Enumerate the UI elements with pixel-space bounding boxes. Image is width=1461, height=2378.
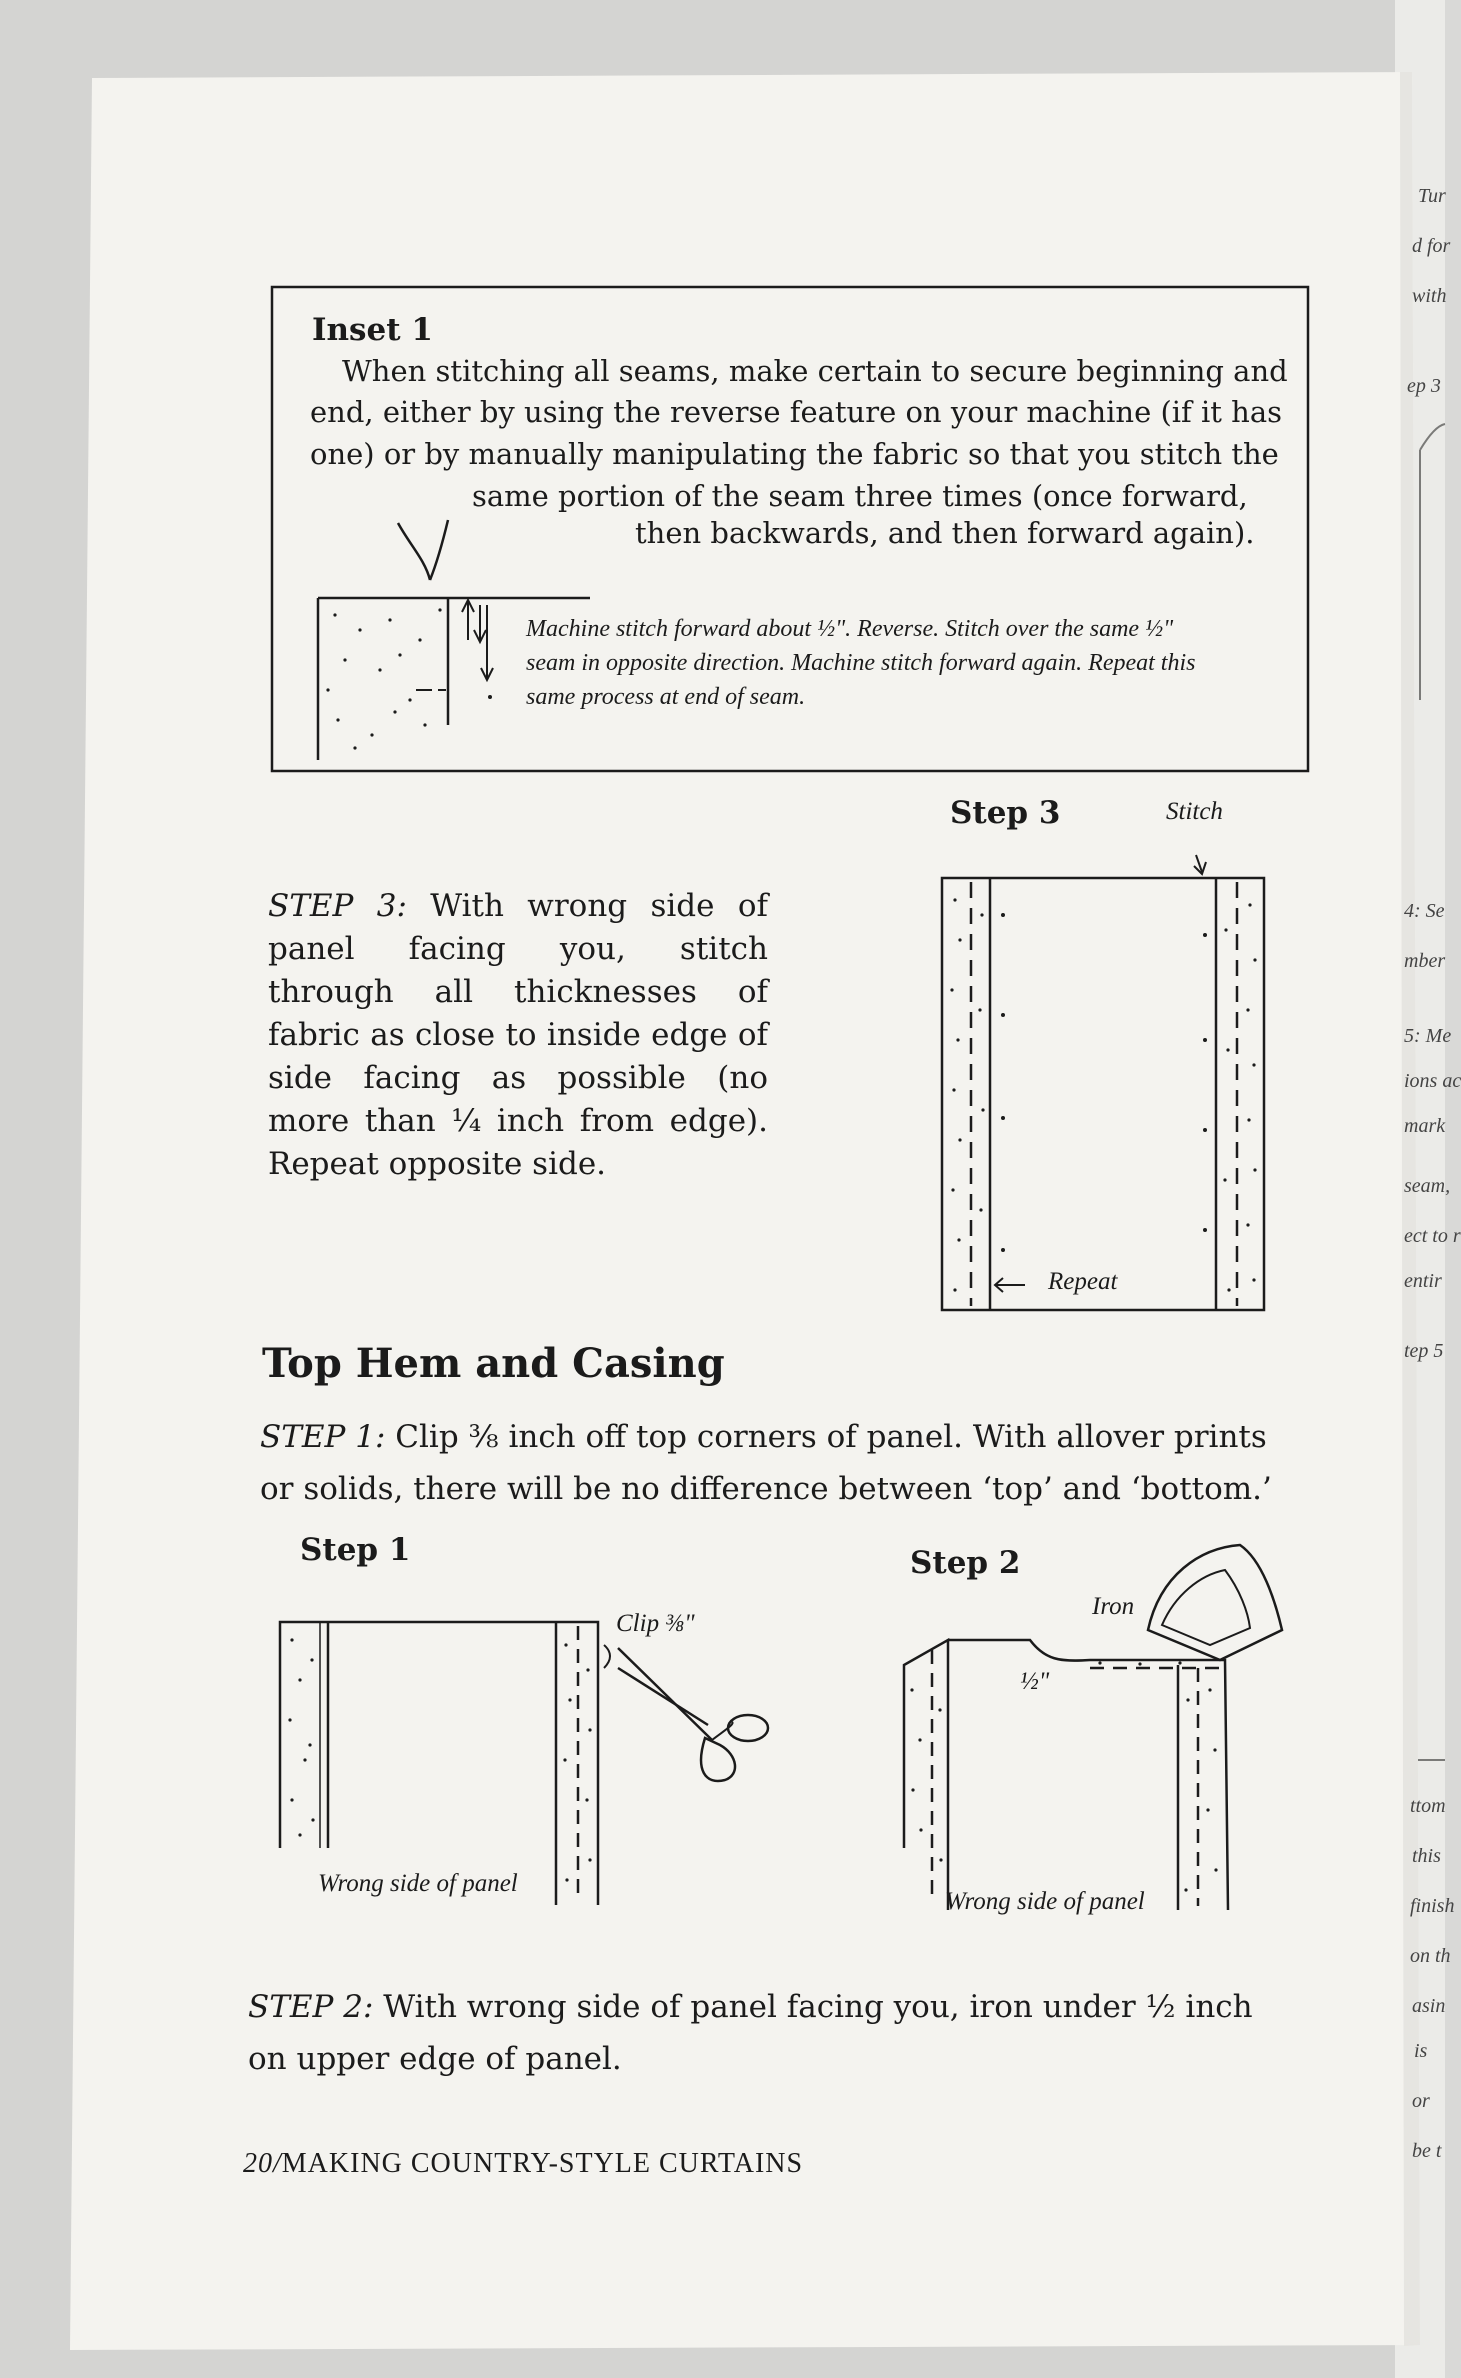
adjacent-fragment-21: be t bbox=[1412, 2140, 1442, 2162]
inset-title: Inset 1 bbox=[312, 312, 433, 348]
page-footer bbox=[243, 2148, 803, 2180]
step1-caption: Wrong side of panel bbox=[318, 1870, 518, 1897]
step2-figure-title: Step 2 bbox=[910, 1545, 1021, 1581]
adjacent-fragment-9: mark bbox=[1404, 1115, 1446, 1137]
step1-label: STEP 1: bbox=[260, 1419, 386, 1455]
adjacent-fragment-19: is bbox=[1414, 2040, 1428, 2062]
adjacent-fragment-1: Tur bbox=[1418, 185, 1446, 207]
inset-line-3: one) or by manually manipulating the fabric so that you stitch the bbox=[310, 437, 1279, 471]
step1-clip-label: Clip ⅜" bbox=[616, 1610, 695, 1637]
adjacent-fragment-15: this bbox=[1412, 1845, 1441, 1867]
inset-line-2: end, either by using the reverse feature on your machine (if it has bbox=[310, 395, 1283, 429]
step3-repeat-label: Repeat bbox=[1048, 1268, 1118, 1295]
adjacent-fragment-11: ect to r bbox=[1404, 1225, 1461, 1247]
step2-line-2: on upper edge of panel. bbox=[248, 2041, 622, 2077]
step3-figure-title: Step 3 bbox=[950, 795, 1061, 831]
inset-caption-line-1: Machine stitch forward about ½". Reverse. Stitch over the same ½" bbox=[526, 616, 1174, 642]
adjacent-fragment-12: entir bbox=[1404, 1270, 1442, 1292]
step2-caption: Wrong side of panel bbox=[945, 1888, 1145, 1915]
adjacent-fragment-5: 4: Se bbox=[1404, 900, 1445, 922]
adjacent-fragment-10: seam, bbox=[1404, 1175, 1451, 1197]
adjacent-fragment-4: ep 3 bbox=[1407, 375, 1441, 397]
adjacent-fragment-8: ions ac bbox=[1404, 1070, 1461, 1092]
step2-half-inch-label: ½" bbox=[1020, 1668, 1050, 1695]
adjacent-fragment-18: asin bbox=[1412, 1995, 1446, 2017]
step1-text-1: Clip ⅜ inch off top corners of panel. With allover prints bbox=[395, 1419, 1267, 1455]
adjacent-fragment-2: d for bbox=[1412, 235, 1451, 257]
section-title: Top Hem and Casing bbox=[262, 1340, 725, 1387]
inset-line-1: When stitching all seams, make certain to secure beginning and bbox=[342, 354, 1288, 388]
step3-label: STEP 3: bbox=[268, 888, 407, 924]
adjacent-fragment-14: ttom bbox=[1410, 1795, 1446, 1817]
inset-line-5: then backwards, and then forward again). bbox=[635, 516, 1255, 550]
footer-slash: / bbox=[273, 2148, 282, 2179]
adjacent-fragment-13: tep 5 bbox=[1404, 1340, 1444, 1362]
step3-body: With wrong side of panel facing you, stitch through all thicknesses of fabric as close to inside edge of side facing as possible (no more than ¼ inch from edge). Repeat opposite side. bbox=[268, 888, 768, 1182]
adjacent-fragment-16: finish bbox=[1410, 1895, 1455, 1917]
adjacent-fragment-20: or bbox=[1412, 2090, 1430, 2112]
adjacent-fragment-3: with bbox=[1412, 285, 1447, 307]
inset-caption-line-3: same process at end of seam. bbox=[526, 684, 806, 710]
running-title: MAKING COUNTRY-STYLE CURTAINS bbox=[281, 2148, 804, 2179]
step1-figure-title: Step 1 bbox=[300, 1532, 411, 1568]
adjacent-fragment-17: on th bbox=[1410, 1945, 1451, 1967]
step2-text-1: With wrong side of panel facing you, iron under ½ inch bbox=[383, 1989, 1253, 2025]
step2-iron-label: Iron bbox=[1092, 1593, 1135, 1620]
step1-line-2: or solids, there will be no difference between ‘top’ and ‘bottom.’ bbox=[260, 1471, 1272, 1507]
step3-paragraph bbox=[268, 885, 768, 1186]
adjacent-fragment-6: mber bbox=[1404, 950, 1446, 972]
step1-line-1 bbox=[260, 1415, 1267, 1459]
step3-stitch-label: Stitch bbox=[1166, 798, 1223, 825]
inset-line-4: same portion of the seam three times (once forward, bbox=[472, 479, 1248, 513]
step2-line-1 bbox=[248, 1985, 1253, 2029]
page-number: 20 bbox=[243, 2148, 273, 2179]
adjacent-fragment-7: 5: Me bbox=[1404, 1025, 1452, 1047]
inset-caption-line-2: seam in opposite direction. Machine stitch forward again. Repeat this bbox=[526, 650, 1196, 676]
step2-label: STEP 2: bbox=[248, 1989, 374, 2025]
